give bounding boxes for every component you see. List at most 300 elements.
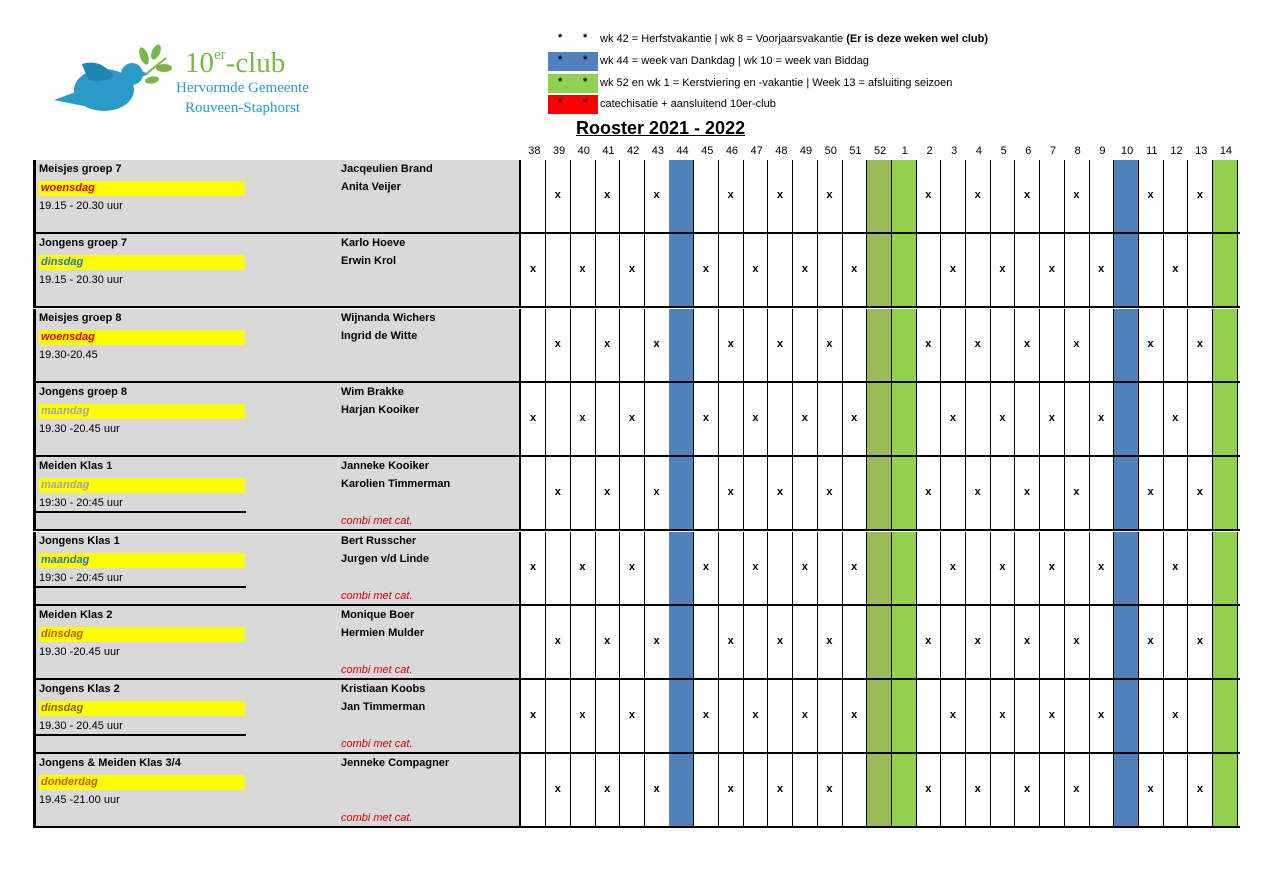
club-mark: x bbox=[974, 189, 981, 201]
group-day: maandag bbox=[41, 479, 90, 492]
week-cell bbox=[595, 457, 620, 529]
week-cell bbox=[743, 680, 768, 752]
week-cell bbox=[570, 532, 595, 604]
week-cell bbox=[916, 532, 941, 604]
week-cell bbox=[867, 457, 892, 529]
legend-swatch bbox=[548, 74, 598, 93]
group-time: 19.30 -20.45 uur bbox=[39, 645, 120, 658]
week-cell bbox=[1089, 606, 1114, 678]
week-cell bbox=[842, 234, 867, 306]
week-cell bbox=[768, 383, 793, 455]
week-cell bbox=[1114, 606, 1139, 678]
week-cell bbox=[645, 309, 670, 381]
week-cell bbox=[669, 383, 694, 455]
week-number: 40 bbox=[577, 145, 590, 157]
week-cell bbox=[793, 160, 818, 232]
week-cell bbox=[694, 309, 719, 381]
week-cell bbox=[916, 754, 941, 826]
week-cell bbox=[793, 532, 818, 604]
week-number: 43 bbox=[651, 145, 664, 157]
week-cell bbox=[1114, 383, 1139, 455]
club-mark: x bbox=[826, 486, 833, 499]
legend-mark: * bbox=[558, 32, 563, 44]
group-name: Jongens groep 7 bbox=[39, 237, 128, 250]
week-cell bbox=[669, 754, 694, 826]
club-mark: x bbox=[999, 709, 1006, 722]
group-time: 19.45 -21.00 uur bbox=[39, 794, 120, 807]
week-cell bbox=[521, 160, 546, 232]
time-underline bbox=[36, 734, 246, 736]
week-cell bbox=[768, 532, 793, 604]
week-cell bbox=[1139, 160, 1164, 232]
week-cell bbox=[793, 309, 818, 381]
week-cell bbox=[817, 532, 842, 604]
club-mark: x bbox=[777, 486, 784, 499]
week-cell bbox=[1089, 457, 1114, 529]
week-cell bbox=[620, 606, 645, 678]
week-cell bbox=[595, 680, 620, 752]
week-cells bbox=[519, 532, 1240, 604]
week-cell bbox=[719, 606, 744, 678]
club-mark: x bbox=[752, 709, 759, 722]
club-mark: x bbox=[653, 189, 660, 201]
leader-name: Jenneke Compagner bbox=[341, 757, 450, 770]
week-cell bbox=[1114, 532, 1139, 604]
group-row bbox=[33, 234, 1240, 308]
week-cell bbox=[990, 754, 1015, 826]
club-mark: x bbox=[974, 783, 981, 796]
group-info bbox=[33, 160, 519, 232]
week-cell bbox=[916, 457, 941, 529]
week-cell bbox=[521, 457, 546, 529]
week-number: 12 bbox=[1170, 145, 1183, 157]
week-cell bbox=[768, 234, 793, 306]
week-cell bbox=[768, 160, 793, 232]
week-cell bbox=[669, 160, 694, 232]
week-cell bbox=[916, 606, 941, 678]
day-highlight bbox=[39, 553, 245, 568]
group-time: 19:30 - 20:45 uur bbox=[39, 571, 123, 584]
club-mark: x bbox=[702, 263, 710, 276]
week-cell bbox=[892, 754, 917, 826]
leader-name: Wim Brakke bbox=[341, 385, 404, 398]
week-cell bbox=[793, 234, 818, 306]
week-cell bbox=[645, 234, 670, 306]
week-cell bbox=[1089, 383, 1114, 455]
club-mark: x bbox=[1147, 486, 1154, 499]
legend-item bbox=[548, 74, 1248, 93]
week-cell bbox=[1163, 532, 1188, 604]
week-cell bbox=[941, 160, 966, 232]
legend-text-bold: (Er is deze weken wel club) bbox=[843, 33, 989, 45]
week-cell bbox=[694, 234, 719, 306]
week-cell bbox=[1089, 754, 1114, 826]
legend-swatch bbox=[548, 52, 598, 71]
legend-text-main: wk 42 = Herfstvakantie | wk 8 = Voorjaarsvakantie bbox=[600, 33, 844, 45]
week-number: 47 bbox=[750, 145, 763, 157]
legend-mark: * bbox=[583, 76, 588, 88]
club-mark: x bbox=[1073, 486, 1080, 499]
week-cell bbox=[1139, 532, 1164, 604]
week-cell bbox=[620, 680, 645, 752]
week-cell bbox=[719, 680, 744, 752]
week-cell bbox=[743, 383, 768, 455]
week-cell bbox=[546, 234, 571, 306]
club-mark: x bbox=[974, 634, 981, 647]
group-day: maandag bbox=[41, 404, 90, 417]
week-cells bbox=[519, 754, 1240, 826]
legend-text-main: wk 44 = week van Dankdag | wk 10 = week van Biddag bbox=[600, 55, 869, 67]
week-number: 11 bbox=[1146, 145, 1158, 157]
club-mark: x bbox=[554, 189, 561, 201]
week-cells bbox=[519, 160, 1240, 232]
group-day: dinsdag bbox=[41, 702, 84, 715]
week-number: 48 bbox=[775, 145, 788, 157]
club-mark: x bbox=[727, 337, 734, 350]
club-mark: x bbox=[604, 634, 611, 647]
week-number: 42 bbox=[627, 145, 640, 157]
group-row bbox=[33, 457, 1240, 531]
week-cell bbox=[620, 754, 645, 826]
week-cell bbox=[867, 160, 892, 232]
week-cell bbox=[645, 383, 670, 455]
legend-text-main: catechisatie + aansluitend 10er-club bbox=[600, 98, 776, 110]
group-time: 19.30-20.45 bbox=[39, 348, 98, 361]
week-cell bbox=[1015, 457, 1040, 529]
week-number: 9 bbox=[1099, 145, 1106, 157]
group-row bbox=[33, 680, 1240, 754]
club-mark: x bbox=[604, 337, 611, 350]
group-day: maandag bbox=[41, 553, 90, 566]
week-cell bbox=[1114, 457, 1139, 529]
group-day: dinsdag bbox=[41, 256, 84, 269]
week-number: 14 bbox=[1219, 145, 1233, 157]
week-cell bbox=[941, 680, 966, 752]
week-number: 7 bbox=[1049, 145, 1057, 157]
leader-name: Erwin Krol bbox=[341, 255, 397, 268]
week-cell bbox=[570, 680, 595, 752]
week-cell bbox=[1213, 680, 1238, 752]
week-number: 8 bbox=[1074, 145, 1081, 157]
week-cell bbox=[892, 680, 917, 752]
week-cell bbox=[842, 754, 867, 826]
week-cell bbox=[793, 754, 818, 826]
week-cell bbox=[1015, 160, 1040, 232]
week-cell bbox=[941, 309, 966, 381]
club-mark: x bbox=[925, 486, 932, 499]
week-cell bbox=[645, 754, 670, 826]
week-cell bbox=[966, 680, 991, 752]
week-cell bbox=[1064, 234, 1089, 306]
group-name: Jongens Klas 2 bbox=[39, 683, 120, 696]
dove-with-olive-branch-icon bbox=[52, 44, 172, 118]
legend-mark: * bbox=[558, 54, 563, 66]
week-cell bbox=[719, 383, 744, 455]
week-cell bbox=[521, 532, 546, 604]
week-cell bbox=[1064, 160, 1089, 232]
week-cell bbox=[1188, 606, 1213, 678]
club-mark: x bbox=[826, 634, 833, 647]
club-mark: x bbox=[1048, 411, 1055, 424]
week-cell bbox=[546, 680, 571, 752]
week-cell bbox=[1089, 160, 1114, 232]
week-cell bbox=[645, 532, 670, 604]
week-cell bbox=[817, 309, 842, 381]
group-row bbox=[33, 309, 1240, 383]
week-cell bbox=[1188, 160, 1213, 232]
club-mark: x bbox=[1024, 486, 1031, 499]
week-cell bbox=[966, 606, 991, 678]
week-number: 50 bbox=[824, 145, 837, 157]
day-highlight bbox=[39, 255, 245, 270]
legend-text bbox=[600, 77, 952, 89]
week-cell bbox=[1015, 234, 1040, 306]
club-mark: x bbox=[1024, 189, 1031, 201]
club-mark: x bbox=[1172, 411, 1179, 424]
logo-title: 10er-club bbox=[185, 47, 286, 79]
week-cell bbox=[595, 234, 620, 306]
week-cell bbox=[1040, 383, 1065, 455]
club-mark: x bbox=[1024, 634, 1031, 647]
week-cell bbox=[842, 680, 867, 752]
club-mark: x bbox=[777, 189, 784, 201]
week-cell bbox=[719, 160, 744, 232]
group-row bbox=[33, 606, 1240, 680]
club-mark: x bbox=[999, 560, 1006, 573]
week-cell bbox=[1114, 680, 1139, 752]
legend-mark: * bbox=[583, 54, 588, 66]
legend-mark: * bbox=[558, 76, 563, 88]
week-cell bbox=[768, 457, 793, 529]
legend-text-main: wk 52 en wk 1 = Kerstviering en -vakantie | Week 13 = afsluiting seizoen bbox=[600, 77, 953, 89]
week-cell bbox=[1213, 309, 1238, 381]
week-cell bbox=[595, 606, 620, 678]
club-mark: x bbox=[826, 189, 833, 201]
club-mark: x bbox=[702, 709, 710, 722]
week-cell bbox=[546, 457, 571, 529]
club-mark: x bbox=[777, 783, 784, 796]
club-mark: x bbox=[727, 486, 734, 499]
club-mark: x bbox=[752, 411, 759, 424]
leader-name: Janneke Kooiker bbox=[341, 460, 430, 473]
week-number: 5 bbox=[1000, 145, 1007, 157]
club-mark: x bbox=[1196, 189, 1204, 201]
week-cell bbox=[694, 532, 719, 604]
week-cell bbox=[941, 457, 966, 529]
week-cell bbox=[768, 754, 793, 826]
group-time: 19.15 - 20.30 uur bbox=[39, 200, 123, 212]
week-cell bbox=[990, 160, 1015, 232]
week-cell bbox=[990, 234, 1015, 306]
week-cell bbox=[669, 680, 694, 752]
week-cell bbox=[867, 234, 892, 306]
legend-text bbox=[600, 55, 869, 67]
week-cell bbox=[719, 234, 744, 306]
week-cell bbox=[842, 160, 867, 232]
week-cell bbox=[867, 606, 892, 678]
club-mark: x bbox=[653, 783, 660, 796]
week-cell bbox=[521, 383, 546, 455]
club-mark: x bbox=[653, 337, 660, 350]
week-cell bbox=[916, 309, 941, 381]
club-mark: x bbox=[554, 337, 561, 350]
week-cell bbox=[867, 680, 892, 752]
legend-mark: * bbox=[583, 32, 588, 44]
club-mark: x bbox=[752, 263, 759, 276]
club-mark: x bbox=[530, 411, 537, 424]
week-cell bbox=[817, 680, 842, 752]
week-cell bbox=[546, 383, 571, 455]
week-cell bbox=[1064, 754, 1089, 826]
week-cell bbox=[1163, 160, 1188, 232]
leader-name: Kristiaan Koobs bbox=[341, 683, 426, 696]
club-mark: x bbox=[554, 634, 561, 647]
club-mark: x bbox=[628, 560, 635, 573]
week-cells bbox=[519, 606, 1240, 678]
leader-name: Wijnanda Wichers bbox=[341, 311, 436, 324]
club-mark: x bbox=[999, 263, 1006, 276]
week-number: 4 bbox=[975, 145, 982, 157]
week-cell bbox=[1213, 532, 1238, 604]
week-cell bbox=[892, 606, 917, 678]
week-cell bbox=[521, 309, 546, 381]
week-cell bbox=[1015, 532, 1040, 604]
club-mark: x bbox=[1098, 411, 1105, 424]
week-cell bbox=[793, 606, 818, 678]
club-mark: x bbox=[777, 634, 784, 647]
week-cell bbox=[694, 457, 719, 529]
week-cells bbox=[519, 383, 1240, 455]
week-cell bbox=[1188, 680, 1213, 752]
week-cell bbox=[916, 680, 941, 752]
week-cell bbox=[1040, 457, 1065, 529]
week-cell bbox=[1114, 160, 1139, 232]
week-cell bbox=[966, 160, 991, 232]
week-cell bbox=[867, 532, 892, 604]
week-cell bbox=[694, 680, 719, 752]
week-cell bbox=[521, 234, 546, 306]
group-name: Jongens Klas 1 bbox=[39, 534, 120, 547]
club-mark: x bbox=[851, 411, 858, 424]
week-cell bbox=[1064, 680, 1089, 752]
catechisation-note: combi met cat. bbox=[341, 812, 413, 825]
club-mark: x bbox=[727, 634, 734, 647]
leader-name: Jurgen v/d Linde bbox=[341, 552, 430, 565]
group-day: donderdag bbox=[41, 776, 98, 789]
week-cell bbox=[1040, 234, 1065, 306]
week-cell bbox=[1040, 606, 1065, 678]
club-mark: x bbox=[1147, 337, 1154, 350]
group-name: Meiden Klas 2 bbox=[39, 608, 113, 621]
group-day: dinsdag bbox=[41, 627, 84, 640]
club-mark: x bbox=[801, 709, 808, 722]
week-cell bbox=[645, 160, 670, 232]
week-cell bbox=[743, 234, 768, 306]
week-cell bbox=[1015, 309, 1040, 381]
leader-name: Hermien Mulder bbox=[341, 626, 425, 639]
week-cell bbox=[1089, 532, 1114, 604]
club-mark: x bbox=[1073, 337, 1080, 350]
group-day: woensdag bbox=[41, 330, 95, 343]
club-mark: x bbox=[1024, 337, 1031, 350]
group-time: 19.15 - 20.30 uur bbox=[39, 274, 123, 287]
week-cell bbox=[1015, 754, 1040, 826]
week-cell bbox=[719, 754, 744, 826]
group-name: Jongens & Meiden Klas 3/4 bbox=[39, 757, 181, 770]
club-mark: x bbox=[949, 263, 957, 276]
club-mark: x bbox=[1073, 189, 1080, 201]
club-mark: x bbox=[530, 709, 537, 722]
club-mark: x bbox=[1048, 263, 1055, 276]
club-mark: x bbox=[1098, 263, 1105, 276]
week-cells bbox=[519, 309, 1240, 381]
club-mark: x bbox=[1048, 709, 1055, 722]
week-cell bbox=[1163, 383, 1188, 455]
week-cell bbox=[1040, 160, 1065, 232]
week-cell bbox=[1188, 754, 1213, 826]
week-cell bbox=[1163, 680, 1188, 752]
day-highlight bbox=[39, 181, 245, 196]
legend-text bbox=[600, 33, 988, 45]
week-cells bbox=[519, 680, 1240, 752]
leader-name: Karlo Hoeve bbox=[341, 237, 406, 250]
week-cell bbox=[892, 457, 917, 529]
week-cell bbox=[743, 532, 768, 604]
week-cell bbox=[1089, 309, 1114, 381]
week-cells bbox=[519, 457, 1240, 529]
club-mark: x bbox=[628, 709, 635, 722]
club-mark: x bbox=[1048, 560, 1055, 573]
club-mark: x bbox=[530, 263, 537, 276]
week-cell bbox=[1139, 754, 1164, 826]
club-mark: x bbox=[604, 783, 611, 796]
week-number: 41 bbox=[602, 145, 615, 157]
club-mark: x bbox=[974, 486, 981, 499]
week-cell bbox=[1163, 606, 1188, 678]
club-mark: x bbox=[1196, 337, 1204, 350]
day-highlight bbox=[39, 478, 245, 493]
club-mark: x bbox=[1147, 783, 1154, 796]
club-mark: x bbox=[702, 411, 710, 424]
club-mark: x bbox=[1073, 634, 1080, 647]
week-cell bbox=[620, 457, 645, 529]
week-cell bbox=[694, 754, 719, 826]
leader-name: Monique Boer bbox=[341, 608, 415, 621]
club-mark: x bbox=[1172, 560, 1179, 573]
week-cell bbox=[916, 160, 941, 232]
week-cell bbox=[1114, 309, 1139, 381]
week-cell bbox=[867, 754, 892, 826]
week-cell bbox=[570, 457, 595, 529]
club-mark: x bbox=[826, 337, 833, 350]
group-time: 19.30 -20.45 uur bbox=[39, 422, 120, 435]
week-cell bbox=[1139, 680, 1164, 752]
club-mark: x bbox=[851, 709, 858, 722]
catechisation-note: combi met cat. bbox=[341, 515, 413, 528]
week-cell bbox=[669, 532, 694, 604]
club-mark: x bbox=[1196, 783, 1204, 796]
week-number: 1 bbox=[901, 145, 908, 157]
club-mark: x bbox=[949, 709, 957, 722]
catechisation-note: combi met cat. bbox=[341, 663, 413, 676]
week-cell bbox=[570, 754, 595, 826]
group-info bbox=[33, 680, 519, 752]
week-cell bbox=[817, 160, 842, 232]
legend-mark: * bbox=[583, 97, 588, 109]
club-mark: x bbox=[554, 486, 561, 499]
week-cell bbox=[1139, 383, 1164, 455]
group-info bbox=[33, 309, 519, 381]
